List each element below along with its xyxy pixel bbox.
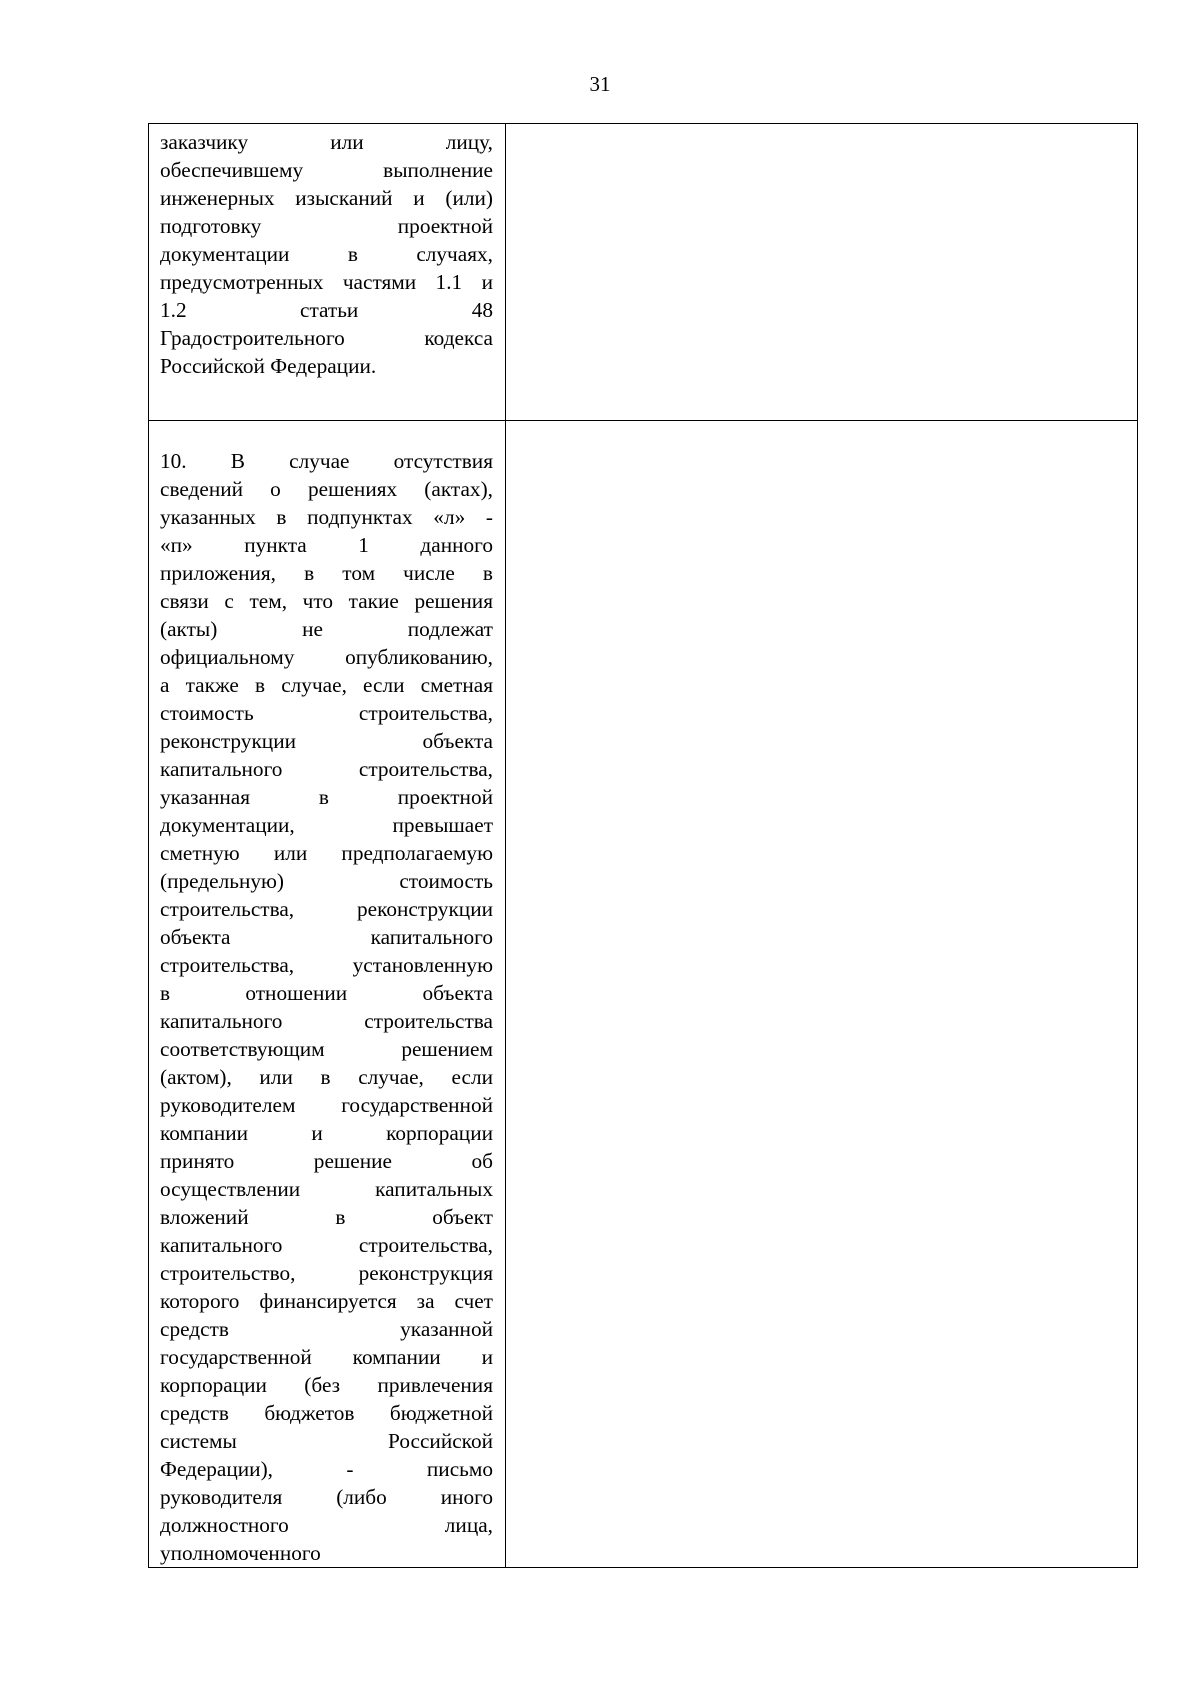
text-line: 10. В случае отсутствия [160,449,493,473]
cell-text [149,421,505,1567]
text-line: системы Российской [160,1429,493,1453]
text-line: (актом), или в случае, если [160,1065,493,1089]
text-line: должностного лица, [160,1513,493,1537]
text-line: документации в случаях, [160,242,493,266]
text-line: в отношении объекта [160,981,493,1005]
text-line: объекта капитального [160,925,493,949]
text-line: капитального строительства, [160,1233,493,1257]
text-line: 1.2 статьи 48 [160,298,493,322]
text-line: указанных в подпунктах «л» - [160,505,493,529]
text-line: корпорации (без привлечения [160,1373,493,1397]
text-line: предусмотренных частями 1.1 и [160,270,493,294]
text-line: средств бюджетов бюджетной [160,1401,493,1425]
text-line: которого финансируется за счет [160,1289,493,1313]
text-line: руководителем государственной [160,1093,493,1117]
text-line: строительства, реконструкции [160,897,493,921]
text-line: реконструкции объекта [160,729,493,753]
text-line: вложений в объект [160,1205,493,1229]
text-line: руководителя (либо иного [160,1485,493,1509]
text-line: капитального строительства, [160,757,493,781]
text-line: строительство, реконструкция [160,1261,493,1285]
text-line: соответствующим решением [160,1037,493,1061]
text-line: средств указанной [160,1317,493,1341]
table-cell-left [149,421,506,1568]
text-line: документации, превышает [160,813,493,837]
cell-text [149,124,505,380]
text-line: принято решение об [160,1149,493,1173]
text-line: заказчику или лицу, [160,130,493,154]
text-line: сметную или предполагаемую [160,841,493,865]
text-line: сведений о решениях (актах), [160,477,493,501]
text-line: (предельную) стоимость [160,869,493,893]
text-line: приложения, в том числе в [160,561,493,585]
document-table [148,123,1138,1568]
text-line: указанная в проектной [160,785,493,809]
text-line: государственной компании и [160,1345,493,1369]
text-line: официальному опубликованию, [160,645,493,669]
text-line: «п» пункта 1 данного [160,533,493,557]
table-cell-left [149,124,506,421]
text-line: стоимость строительства, [160,701,493,725]
cell-text-empty [506,124,1137,128]
text-line: строительства, установленную [160,953,493,977]
text-line: подготовку проектной [160,214,493,238]
text-line: связи с тем, что такие решения [160,589,493,613]
text-line: (акты) не подлежат [160,617,493,641]
page-number: 31 [589,72,611,96]
text-line: Федерации), - письмо [160,1457,493,1481]
table-row [149,421,1138,1568]
text-line: капитального строительства [160,1009,493,1033]
text-line: Градостроительного кодекса [160,326,493,350]
text-line: Российской Федерации. [160,354,377,378]
table-cell-right [506,124,1138,421]
table-cell-right [506,421,1138,1568]
text-line: компании и корпорации [160,1121,493,1145]
text-line: уполномоченного [160,1541,321,1565]
text-line: а также в случае, если сметная [160,673,493,697]
text-line: обеспечившему выполнение [160,158,493,182]
text-line: осуществлении капитальных [160,1177,493,1201]
table-row [149,124,1138,421]
text-line: инженерных изысканий и (или) [160,186,493,210]
cell-text-empty [506,421,1137,447]
